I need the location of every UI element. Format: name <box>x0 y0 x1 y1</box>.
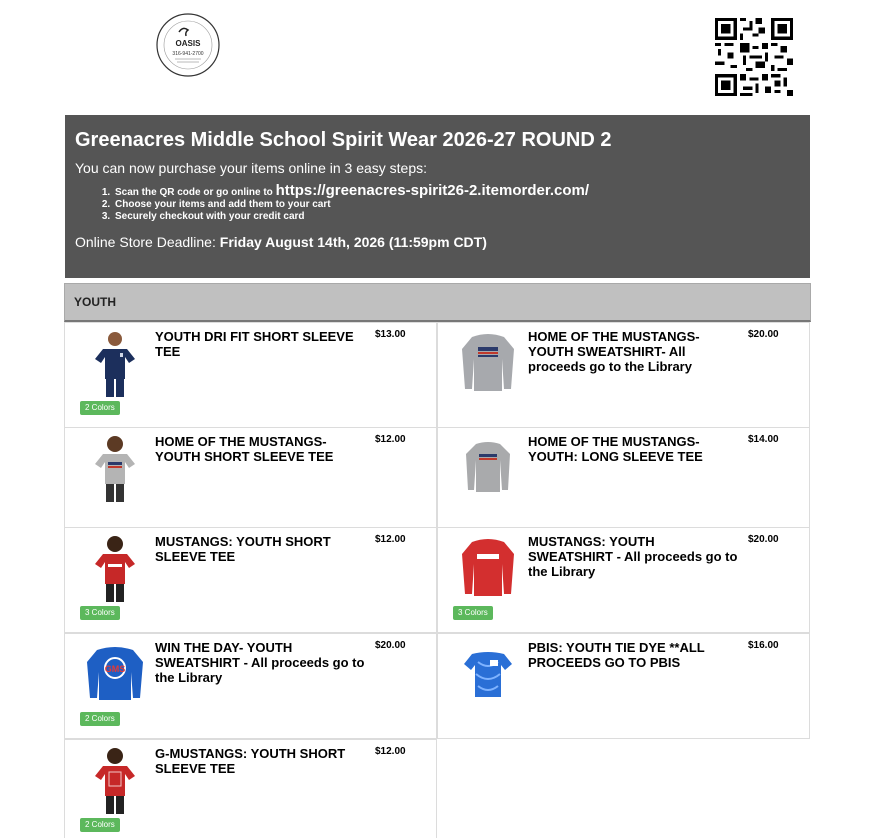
product-card[interactable] <box>64 527 437 633</box>
tie-dye-tee-icon <box>458 638 518 710</box>
product-card[interactable] <box>64 322 437 428</box>
gray-tee-kid-icon <box>85 432 145 504</box>
logo-phone: 316-941-2700 <box>172 51 204 57</box>
step-3: 3. Securely checkout with your credit card <box>113 211 800 223</box>
gray-longsleeve-icon <box>458 432 518 504</box>
steps-list <box>113 182 800 223</box>
product-price: $14.00 <box>748 434 779 445</box>
product-name[interactable]: PBIS: YOUTH TIE DYE **ALL PROCEEDS GO TO PBIS <box>528 640 705 670</box>
product-card[interactable] <box>64 633 437 739</box>
product-price: $12.00 <box>375 746 406 757</box>
gray-sweatshirt-icon <box>458 327 518 399</box>
product-price: $12.00 <box>375 534 406 545</box>
red-sweatshirt-icon <box>458 532 518 604</box>
product-name[interactable]: MUSTANGS: YOUTH SHORT SLEEVE TEE <box>155 534 331 564</box>
logo-brand: OASIS <box>175 39 201 48</box>
product-price: $13.00 <box>375 329 406 340</box>
color-count-badge: 3 Colors <box>80 606 120 620</box>
deadline-value: Friday August 14th, 2026 (11:59pm CDT) <box>219 234 487 250</box>
qr-code-icon[interactable] <box>715 18 793 96</box>
step-1-text: Scan the QR code or go online to <box>115 187 273 198</box>
navy-tee-kid-icon <box>85 327 145 399</box>
product-card[interactable] <box>64 739 437 838</box>
color-count-badge: 3 Colors <box>453 606 493 620</box>
product-price: $16.00 <box>748 640 779 651</box>
deadline-label: Online Store Deadline: <box>75 234 216 250</box>
product-price: $12.00 <box>375 434 406 445</box>
step-2: 2. Choose your items and add them to your cart <box>113 199 800 211</box>
product-card[interactable] <box>437 633 810 739</box>
red-tee-kid-icon <box>85 744 145 816</box>
store-url-link[interactable]: https://greenacres-spirit26-2.itemorder.com/ <box>275 182 590 199</box>
product-card[interactable] <box>437 427 810 533</box>
blue-sweatshirt-icon <box>85 638 145 710</box>
product-card[interactable] <box>437 322 810 428</box>
product-price: $20.00 <box>375 640 406 651</box>
section-title: YOUTH <box>74 295 116 309</box>
color-count-badge: 2 Colors <box>80 818 120 832</box>
color-count-badge: 2 Colors <box>80 401 120 415</box>
product-name[interactable]: HOME OF THE MUSTANGS-YOUTH SHORT SLEEVE TEE <box>155 434 334 464</box>
store-info-banner <box>65 115 810 278</box>
product-name[interactable]: MUSTANGS: YOUTH SWEATSHIRT - All proceeds go to the Library <box>528 534 738 579</box>
svg-text:GMS: GMS <box>104 664 126 674</box>
product-name[interactable]: HOME OF THE MUSTANGS-YOUTH: LONG SLEEVE TEE <box>528 434 703 464</box>
product-name[interactable]: WIN THE DAY- YOUTH SWEATSHIRT - All proceeds go to the Library <box>155 640 365 685</box>
color-count-badge: 2 Colors <box>80 712 120 726</box>
product-price: $20.00 <box>748 329 779 340</box>
store-intro: You can now purchase your items online in 3 easy steps: <box>75 160 428 176</box>
section-header-youth <box>64 283 811 322</box>
product-name[interactable]: YOUTH DRI FIT SHORT SLEEVE TEE <box>155 329 354 359</box>
product-name[interactable]: HOME OF THE MUSTANGS-YOUTH SWEATSHIRT- All proceeds go to the Library <box>528 329 700 374</box>
deadline <box>75 233 800 251</box>
product-card[interactable] <box>437 527 810 633</box>
product-card[interactable] <box>64 427 437 533</box>
store-title: Greenacres Middle School Spirit Wear 2026-27 ROUND 2 <box>75 129 612 151</box>
oasis-logo <box>155 12 221 78</box>
product-price: $20.00 <box>748 534 779 545</box>
step-1 <box>113 182 800 199</box>
product-name[interactable]: G-MUSTANGS: YOUTH SHORT SLEEVE TEE <box>155 746 346 776</box>
red-tee-kid-icon <box>85 532 145 604</box>
